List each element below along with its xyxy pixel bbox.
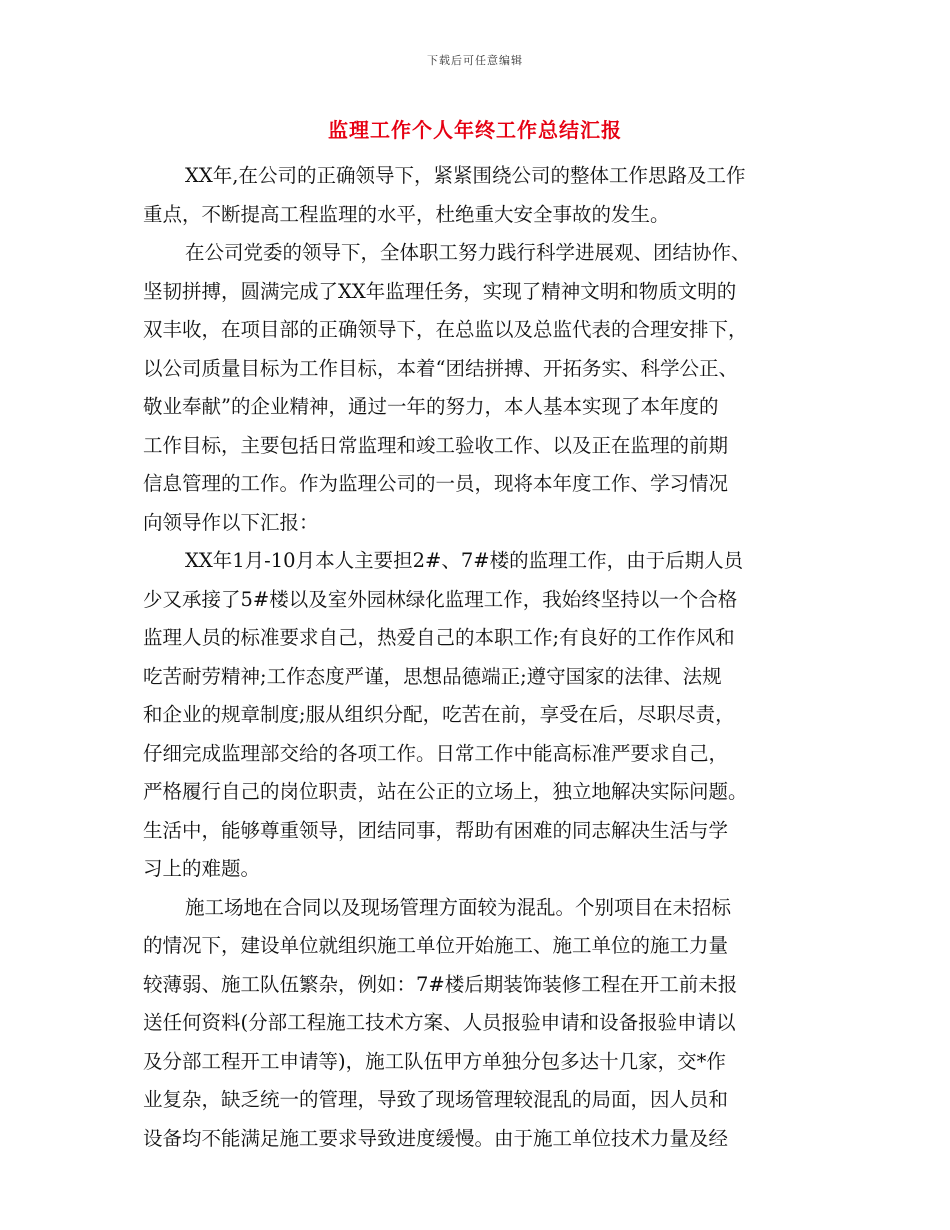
body-line: 工作目标，主要包括日常监理和竣工验收工作、以及正在监理的前期 bbox=[143, 433, 729, 457]
body-line: 和企业的规章制度;服从组织分配，吃苦在前，享受在后，尽职尽责， bbox=[143, 703, 735, 726]
body-line: 敬业奉献”的企业精神，通过一年的努力，本人基本实现了本年度的 bbox=[143, 395, 719, 418]
body-line: 业复杂，缺乏统一的管理，导致了现场管理较混乱的局面，因人员和 bbox=[143, 1088, 729, 1111]
body-line: 施工场地在合同以及现场管理方面较为混乱。个别项目在未招标 bbox=[185, 895, 732, 919]
body-line: 习上的难题。 bbox=[143, 857, 261, 880]
body-line: 在公司党委的领导下，全体职工努力践行科学进展观、团结协作、 bbox=[185, 241, 751, 264]
body-line: XX年1月-10月本人主要担2#、7#楼的监理工作，由于后期人员 bbox=[185, 549, 744, 572]
body-line: 监理人员的标准要求自己，热爱自己的本职工作;有良好的工作作风和 bbox=[143, 626, 735, 649]
body-line: 重点，不断提高工程监理的水平，杜绝重大安全事故的发生。 bbox=[143, 202, 670, 226]
body-line: 少又承接了5#楼以及室外园林绿化监理工作，我始终坚持以一个合格 bbox=[143, 587, 738, 611]
body-line: 设备均不能满足施工要求导致进度缓慢。由于施工单位技术力量及经 bbox=[143, 1126, 729, 1150]
body-line: XX年,在公司的正确领导下，紧紧围绕公司的整体工作思路及工作 bbox=[185, 164, 746, 187]
body-line: 的情况下，建设单位就组织施工单位开始施工、施工单位的施工力量 bbox=[143, 934, 729, 957]
header-note: 下载后可任意编辑 bbox=[427, 54, 523, 67]
body-line: 坚韧拼搏，圆满完成了XX年监理任务，实现了精神文明和物质文明的 bbox=[143, 279, 737, 303]
body-line: 较薄弱、施工队伍繁杂，例如：7#楼后期装饰装修工程在开工前未报 bbox=[143, 972, 738, 996]
body-line: 生活中，能够尊重领导，团结同事，帮助有困难的同志解决生活与学 bbox=[143, 818, 729, 842]
body-line: 向领导作以下汇报： bbox=[143, 510, 319, 534]
document-title: 监理工作个人年终工作总结汇报 bbox=[328, 118, 622, 142]
body-line: 吃苦耐劳精神;工作态度严谨，思想品德端正;遵守国家的法律、法规 bbox=[143, 664, 722, 688]
body-line: 送任何资料(分部工程施工技术方案、人员报验申请和设备报验申请以 bbox=[143, 1011, 736, 1034]
document-body bbox=[143, 157, 813, 1158]
body-line: 仔细完成监理部交给的各项工作。日常工作中能高标准严要求自己， bbox=[143, 741, 729, 765]
body-line: 及分部工程开工申请等)，施工队伍甲方单独分包多达十几家，交*作 bbox=[143, 1049, 726, 1073]
body-line: 严格履行自己的岗位职责，站在公正的立场上，独立地解决实际问题。 bbox=[143, 780, 748, 803]
body-line: 以公司质量目标为工作目标，本着“团结拼搏、开拓务实、科学公正、 bbox=[143, 356, 738, 380]
body-line: 双丰收，在项目部的正确领导下，在总监以及总监代表的合理安排下， bbox=[143, 318, 748, 341]
body-line: 信息管理的工作。作为监理公司的一员，现将本年度工作、学习情况 bbox=[143, 472, 729, 495]
